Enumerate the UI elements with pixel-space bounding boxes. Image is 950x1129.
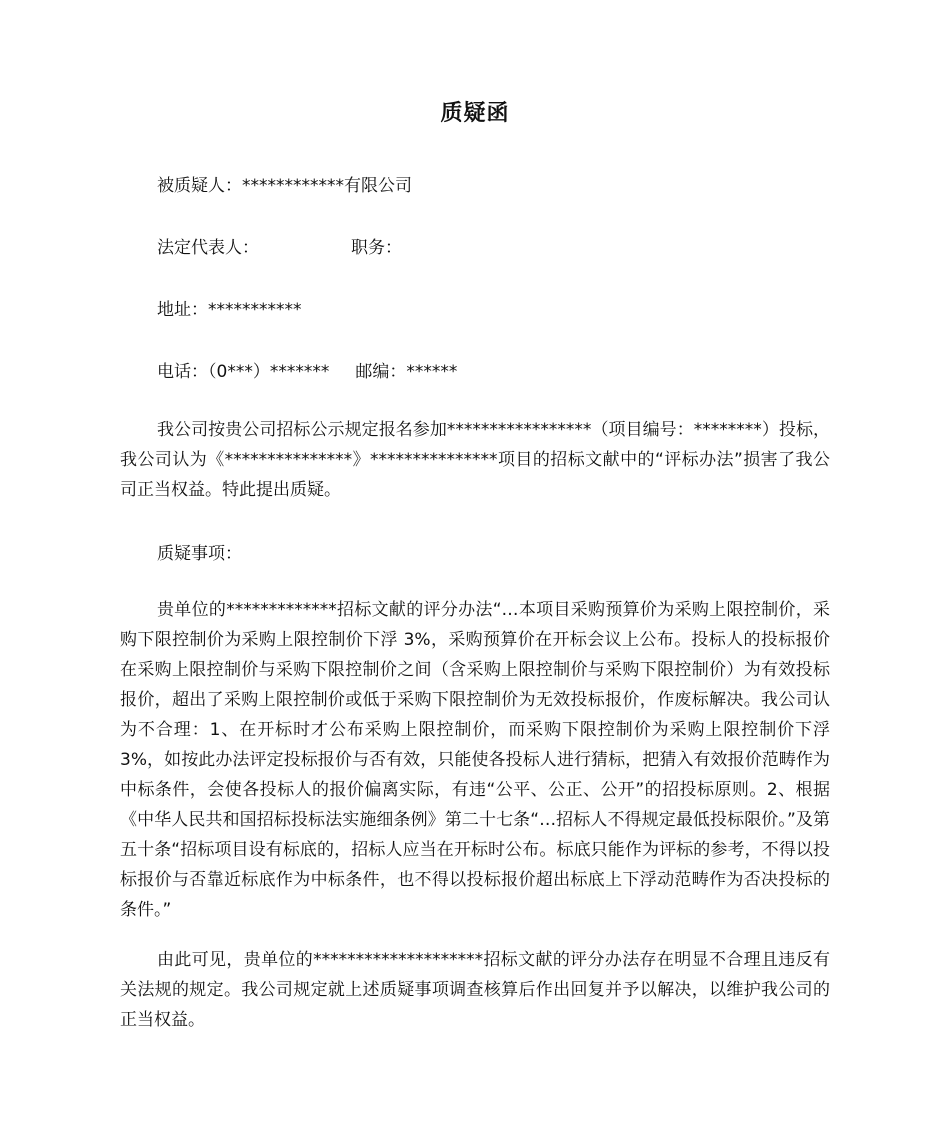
legal-rep-line bbox=[157, 233, 402, 258]
body-paragraph: 贵单位的*************招标文献的评分办法“…本项目采购预算价为采购上限控制价，采购下限控制价为采购上限控制价下浮 3%，采购预算价在开标会议上公布。投标人的投标报价在采购上限控制价与采购下限控制价之间（含采购上限控制价与采购下限控制价）为有效投标报价，超出了采购上限控制价或低于采购下限控制价为无效投标报价，作废标解决。我公司认为不合理：1、在开标时才公布采购上限控制价，而采购下限控制价为采购上限控制价下浮 3%，如按此办法评定投标报价与否有效，只能使各投标人进行猜标，把猜入有效报价范畴作为中标条件，会使各投标人的报价偏离实际，有违“公平、公正、公开”的招投标原则。2、根据《中华人民共和国招标投标法实施细条例》第二十七条“…招标人不得规定最低投标限价。”及第五十条“招标项目设有标底的，招标人应当在开标时公布。标底只能作为评标的参考，不得以投标报价与否靠近标底作为中标条件，也不得以投标报价超出标底上下浮动范畴作为否决投标的条件。” bbox=[120, 600, 830, 920]
contact-line bbox=[157, 357, 457, 382]
conclusion-paragraph: 由此可见，贵单位的********************招标文献的评分办法存在明显不合理且违反有关法规的规定。我公司规定就上述质疑事项调查核算后作出回复并予以解决，以维护我公司的正当权益。 bbox=[120, 950, 830, 1030]
document-title: 质疑函 bbox=[440, 101, 510, 126]
intro-paragraph: 我公司按贵公司招标公示规定报名参加*****************（项目编号：********）投标，我公司认为《***************》***************项目的招标文献中的“评标办法”损害了我公司正当权益。特此提出质疑。 bbox=[120, 420, 830, 500]
legal-rep-label: 法定代表人： bbox=[157, 238, 259, 258]
position-label: 职务： bbox=[351, 238, 402, 258]
postcode-text: 邮编：****** bbox=[355, 362, 458, 382]
address-line: 地址：*********** bbox=[157, 300, 302, 320]
matters-heading: 质疑事项： bbox=[157, 544, 242, 564]
phone-text: 电话：（0***）******* bbox=[157, 362, 330, 382]
respondent-line: 被质疑人：************有限公司 bbox=[157, 176, 412, 196]
